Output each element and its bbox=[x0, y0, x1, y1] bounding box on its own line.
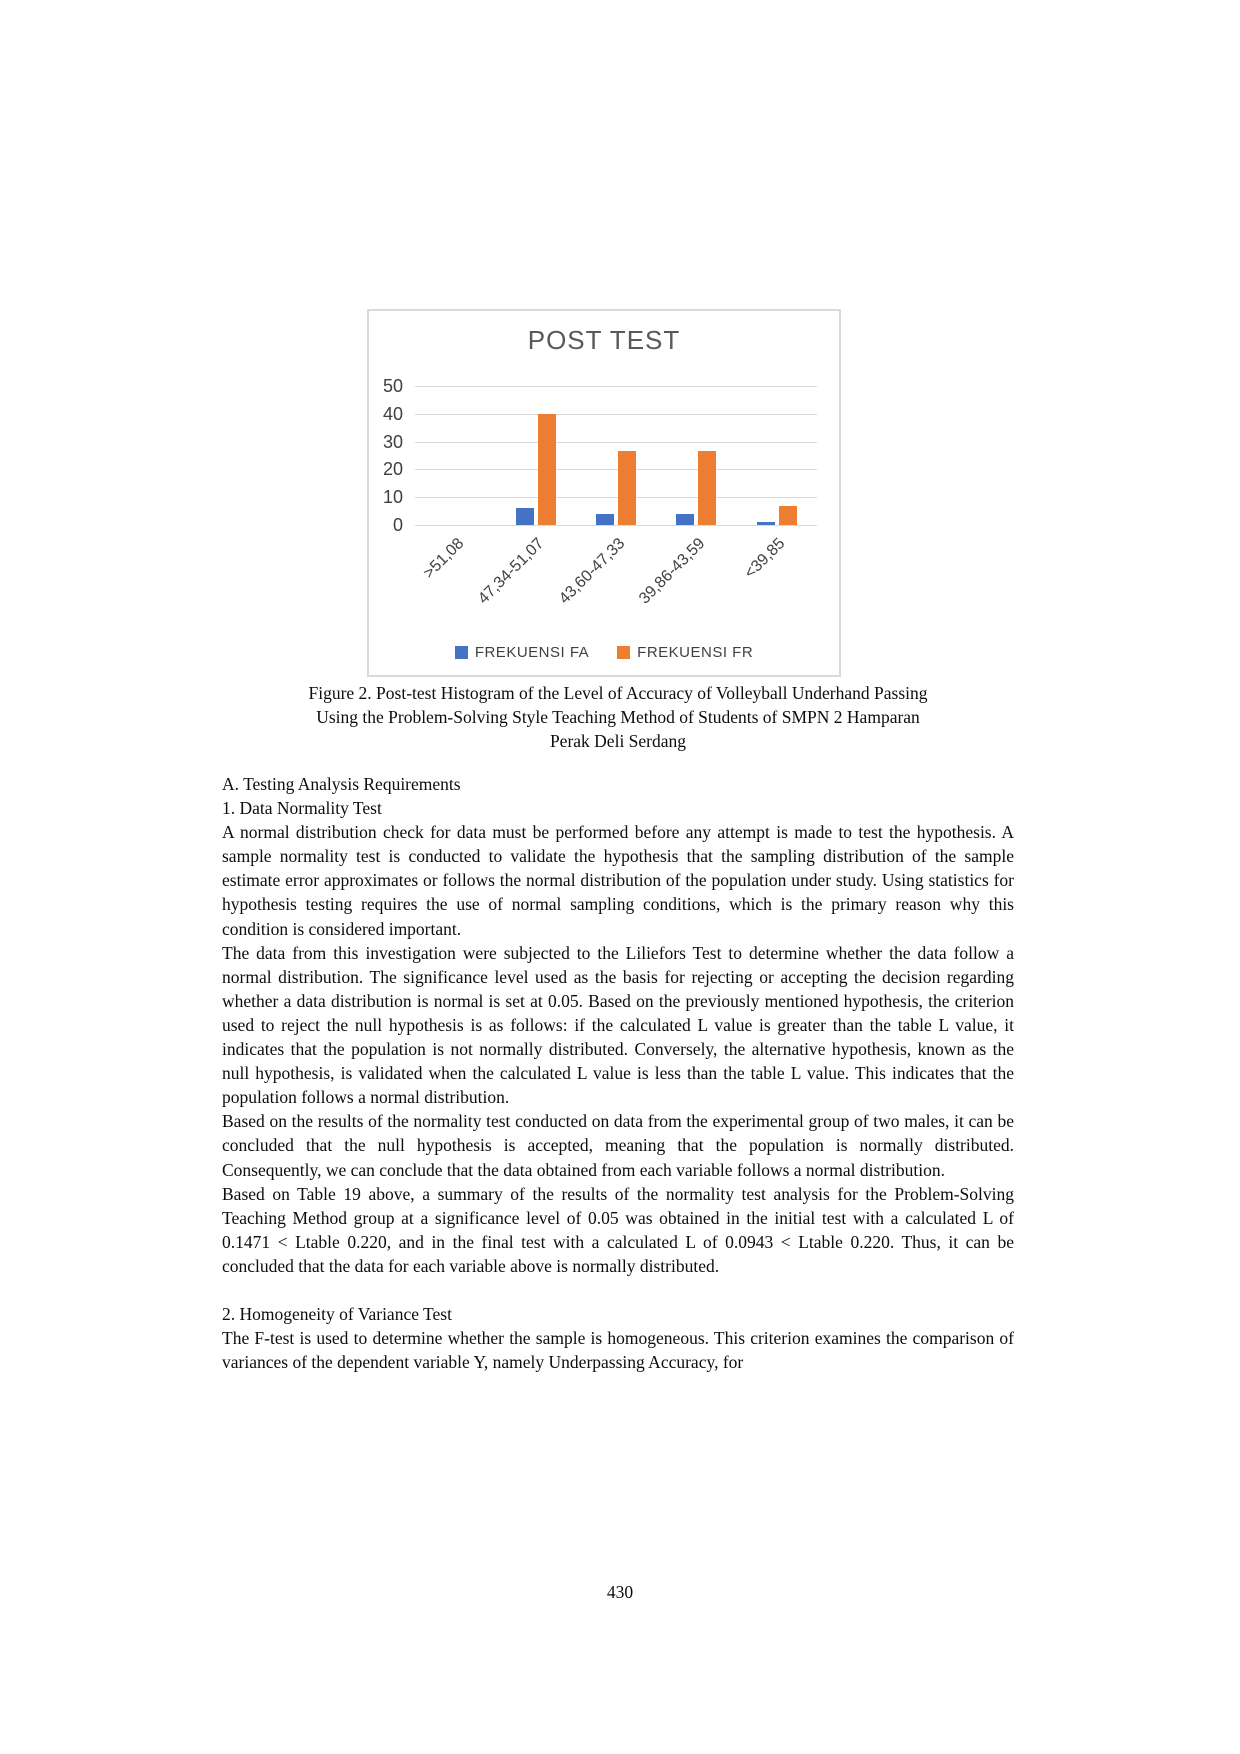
caption-line: Figure 2. Post-test Histogram of the Level of Accuracy of Volleyball Underhand Passing bbox=[308, 683, 928, 703]
x-axis-label: 47,34-51,07 bbox=[475, 535, 548, 608]
bar-frekuensi-fr bbox=[698, 451, 716, 525]
y-axis-label: 50 bbox=[382, 376, 403, 396]
bar-frekuensi-fr bbox=[538, 414, 556, 525]
y-axis-label: 0 bbox=[392, 515, 403, 535]
chart-plot-area bbox=[415, 386, 817, 525]
y-axis-label: 20 bbox=[382, 459, 403, 480]
paragraph: Based on Table 19 above, a summary of the results of the normality test analysis for the Problem-Solving Teaching Method group at a significance level of 0.05 was obtained in the initial test with a calculated L of 0.1471 < Ltable 0.220, and in the final test with a calculated L of 0.0943 < Ltable 0.220. Thus, it can be concluded that the data for each variable above is normally distributed. bbox=[222, 1183, 1014, 1276]
figure-caption bbox=[222, 681, 1014, 753]
section-heading: 2. Homogeneity of Variance Test bbox=[222, 1303, 452, 1324]
x-axis-label: 39,86-43,59 bbox=[636, 535, 709, 608]
x-axis-label: 43,60-47,33 bbox=[555, 535, 629, 608]
bar-frekuensi-fa bbox=[676, 514, 694, 525]
y-axis-label: 40 bbox=[382, 403, 403, 424]
page-number: 430 bbox=[606, 1582, 634, 1602]
x-axis-label: <39,85 bbox=[741, 535, 789, 582]
post-test-chart bbox=[367, 309, 841, 677]
legend-label: FREKUENSI FA bbox=[474, 644, 590, 661]
y-axis-label: 30 bbox=[382, 431, 403, 452]
caption-line: Using the Problem-Solving Style Teaching Method of Students of SMPN 2 Hamparan bbox=[316, 707, 920, 727]
gridline bbox=[415, 442, 817, 443]
legend-swatch bbox=[617, 646, 630, 659]
bar-frekuensi-fr bbox=[779, 506, 797, 525]
paragraph: A normal distribution check for data must be performed before any attempt is made to test the hypothesis. A sample normality test is conducted to validate the hypothesis that the sampling distribution of the sample estimate error approximates or follows the normal distribution of the population under study. Using statistics for hypothesis testing requires the use of normal sampling conditions, which is the primary reason why this condition is considered important. bbox=[222, 822, 1014, 939]
paragraph: Based on the results of the normality test conducted on data from the experimental group of two males, it can be concluded that the null hypothesis is accepted, meaning that the population is normally distributed. Consequently, we can conclude that the data obtained from each variable follows a normal distribution. bbox=[222, 1111, 1014, 1180]
bar-frekuensi-fa bbox=[757, 522, 775, 525]
gridline bbox=[415, 525, 817, 526]
legend-label: FREKUENSI FR bbox=[637, 644, 754, 661]
caption-line: Perak Deli Serdang bbox=[549, 731, 687, 751]
legend-swatch bbox=[455, 646, 468, 659]
gridline bbox=[415, 497, 817, 498]
paragraph: The F-test is used to determine whether the sample is homogeneous. This criterion examines the comparison of variances of the dependent variable Y, namely Underpassing Accuracy, for bbox=[222, 1328, 1014, 1373]
section-heading: A. Testing Analysis Requirements bbox=[222, 774, 461, 794]
chart-legend bbox=[369, 644, 839, 661]
legend-item bbox=[617, 644, 753, 661]
bar-frekuensi-fr bbox=[618, 451, 636, 525]
legend-item bbox=[455, 644, 589, 661]
gridline bbox=[415, 414, 817, 415]
body-text bbox=[222, 772, 1014, 1374]
x-axis-label: >51,08 bbox=[420, 535, 468, 582]
bar-frekuensi-fa bbox=[516, 508, 534, 525]
paragraph-spacer bbox=[222, 1278, 1014, 1302]
gridline bbox=[415, 469, 817, 470]
chart-title: POST TEST bbox=[527, 325, 681, 355]
gridline bbox=[415, 386, 817, 387]
paragraph: The data from this investigation were subjected to the Liliefors Test to determine whether the data follow a normal distribution. The significance level used as the basis for rejecting or accepting the decision regarding whether a data distribution is normal is set at 0.05. Based on the previously mentioned hypothesis, the criterion used to reject the null hypothesis is as follows: if the calculated L value is greater than the table L value, it indicates that the population is not normally distributed. Conversely, the alternative hypothesis, known as the null hypothesis, is validated when the calculated L value is less than the table L value. This indicates that the population follows a normal distribution. bbox=[222, 942, 1014, 1108]
bar-frekuensi-fa bbox=[596, 514, 614, 525]
section-heading: 1. Data Normality Test bbox=[222, 798, 382, 819]
y-axis-label: 10 bbox=[382, 487, 403, 508]
